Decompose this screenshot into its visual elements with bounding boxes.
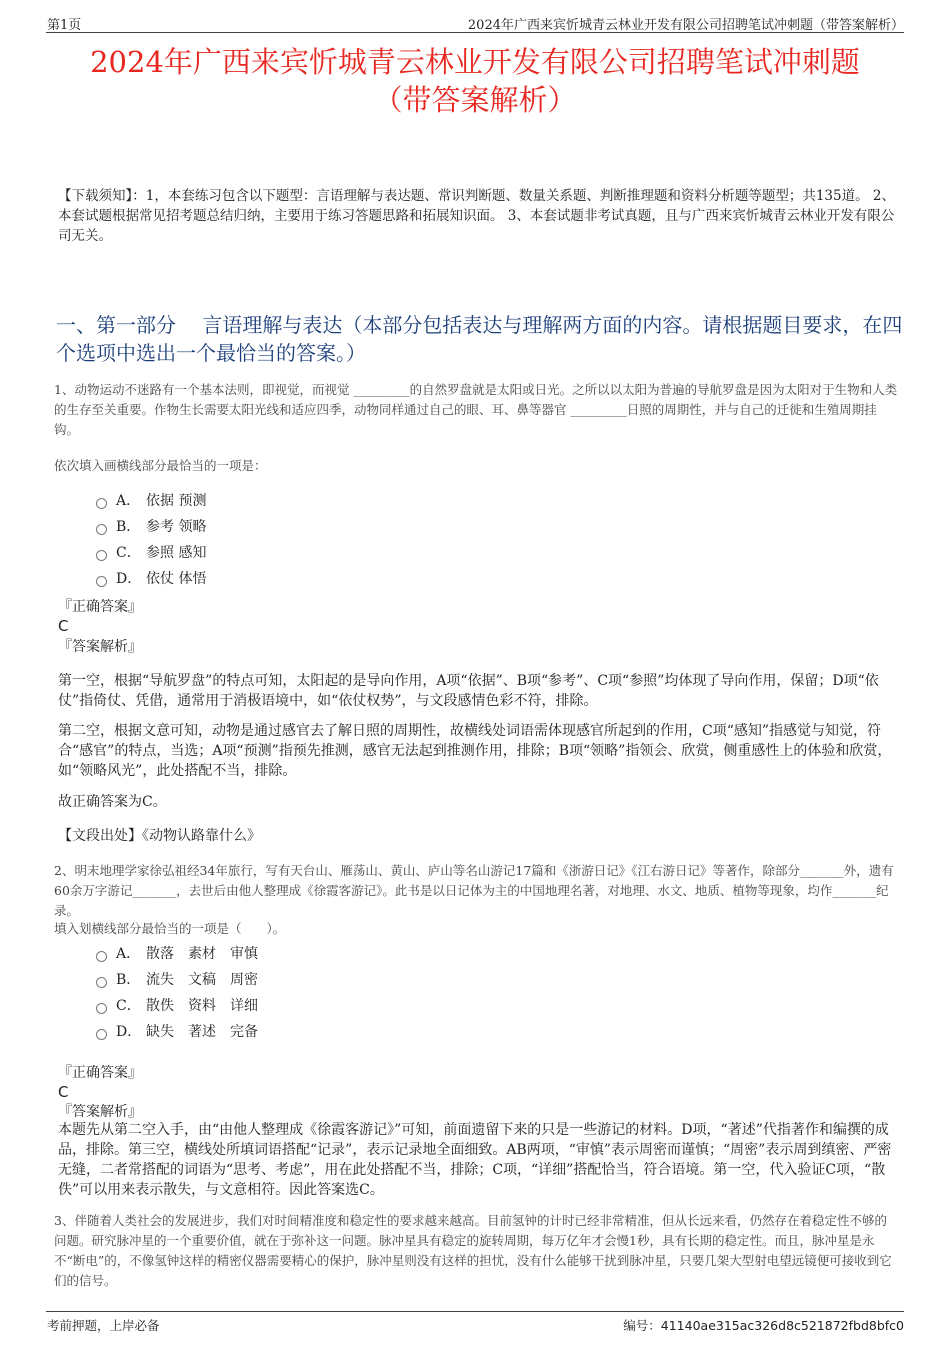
question-2-option-b[interactable]: B． 流失 文稿 周密: [96, 970, 258, 990]
question-2-prompt: 填入划横线部分最恰当的一项是（ ）。: [54, 921, 286, 936]
question-1-stem: 1、动物运动不迷路有一个基本法则，即视觉，而视觉 _________的自然罗盘就是太阳或日光。之所以以太阳为普遍的导航罗盘是因为太阳对于生物和人类的生存至关重要。作物生长需要太阳光线和适应四季，动物同样通过自己的眼、耳、鼻等器官 _________日照的周期性，并与自己的迁徙和生殖周期挂钩。: [54, 382, 898, 437]
question-3-stem: 3、伴随着人类社会的发展进步，我们对时间精准度和稳定性的要求越来越高。目前氢钟的计时已经非常精准，但从长远来看，仍然存在着稳定性不够的问题。研究脉冲星的一个重要价值，就在于弥补这一问题。脉冲星具有稳定的旋转周期，每万亿年才会慢1秒，具有长期的稳定性。而且，脉冲星是永不“断电”的，不像氢钟这样的精密仪器需要精心的保护，脉冲星则没有这样的担忧，没有什么能够干扰到脉冲星，只要几架大型射电望远镜便可接收到它们的信号。: [54, 1213, 892, 1288]
radio-icon[interactable]: [96, 951, 107, 962]
radio-icon[interactable]: [96, 576, 107, 587]
analysis-conclusion: 故正确答案为C。: [58, 794, 167, 810]
download-notice: 【下载须知】：1，本套练习包含以下题型：言语理解与表达题、常识判断题、数量关系题、判断推理题和资料分析题等题型；共135道。 2、本套试题根据常见招考题总结归纳，主要用于练习答题思路和拓展知识面。 3、本套试题非考试真题，且与广西来宾忻城青云林业开发有限公司无关。: [58, 188, 895, 244]
page-number: 第1页: [47, 18, 82, 33]
radio-icon[interactable]: [96, 524, 107, 535]
radio-icon[interactable]: [96, 1003, 107, 1014]
source-citation: 【文段出处】《动物认路靠什么》: [58, 828, 261, 844]
page-title: 2024年广西来宾忻城青云林业开发有限公司招聘笔试冲刺题: [90, 45, 860, 79]
footer-slogan: 考前押题，上岸必备: [47, 1318, 160, 1333]
question-1-option-a[interactable]: A． 依据 预测: [96, 491, 206, 511]
question-2-option-d[interactable]: D． 缺失 著述 完备: [96, 1022, 258, 1042]
analysis-paragraph: 第二空，根据文意可知，动物是通过感官去了解日照的周期性，故横线处词语需体现感官所起到的作用，C项“感知”指感觉与知觉，符合“感官”的特点，当选；A项“预测”指预先推测，感官无法起到推测作用，排除；B项“领略”指领会、欣赏，侧重感性上的体验和欣赏，如“领略风光”，此处搭配不当，排除。: [58, 723, 892, 779]
analysis-paragraph: 本题先从第二空入手，由“由他人整理成《徐霞客游记》”可知，前面遗留下来的只是一些游记的材料。D项，“著述”代指著作和编撰的成品，排除。第三空，横线处所填词语搭配“记录”，表示记录地全面细致。AB两项，“审慎”表示周密而谨慎；“周密”表示周到缜密、严密无缝，二者常搭配的词语为“思考、考虑”，用在此处搭配不当，排除；C项，“详细”搭配恰当，符合语境。第一空，代入验证C项，“散佚”可以用来表示散失，与文意相符。因此答案选C。: [58, 1122, 892, 1198]
radio-icon[interactable]: [96, 977, 107, 988]
section-heading: 一、第一部分 言语理解与表达（本部分包括表达与理解两方面的内容。请根据题目要求，在四个选项中选出一个最恰当的答案。）: [56, 313, 903, 365]
answer-label: 『正确答案』: [58, 1065, 142, 1081]
analysis-label: 『答案解析』: [58, 1104, 142, 1120]
radio-icon[interactable]: [96, 498, 107, 509]
answer-label: 『正确答案』: [58, 599, 142, 615]
question-1-option-c[interactable]: C． 参照 感知: [96, 543, 206, 563]
question-2-option-a[interactable]: A． 散落 素材 审慎: [96, 944, 258, 964]
header-divider: [46, 32, 904, 33]
document-code: 编号：41140ae315ac326d8c521872fbd8bfc0: [623, 1318, 904, 1333]
footer-divider: [46, 1311, 904, 1312]
question-2-option-c[interactable]: C． 散佚 资料 详细: [96, 996, 258, 1016]
running-title: 2024年广西来宾忻城青云林业开发有限公司招聘笔试冲刺题（带答案解析）: [467, 18, 904, 33]
correct-answer: C: [58, 1083, 69, 1101]
question-1-option-d[interactable]: D． 依仗 体悟: [96, 569, 206, 589]
radio-icon[interactable]: [96, 550, 107, 561]
analysis-label: 『答案解析』: [58, 639, 142, 655]
question-2-stem: 2、明末地理学家徐弘祖经34年旅行，写有天台山、雁荡山、黄山、庐山等名山游记17篇和《浙游日记》《江右游日记》等著作，除部分_______外，遗有60余万字游记_______，去世后由他人整理成《徐霞客游记》。此书是以日记体为主的中国地理名著，对地理、水文、地质、植物等现象，均作_______纪录。: [54, 863, 894, 918]
correct-answer: C: [58, 617, 69, 635]
radio-icon[interactable]: [96, 1029, 107, 1040]
analysis-paragraph: 第一空，根据“导航罗盘”的特点可知，太阳起的是导向作用，A项“依据”、B项“参考”、C项“参照”均体现了导向作用，保留；D项“依仗”指倚仗、凭借，通常用于消极语境中，如“依仗权势”，与文段感情色彩不符，排除。: [58, 673, 879, 709]
question-1-prompt: 依次填入画横线部分最恰当的一项是：: [54, 458, 267, 473]
page-subtitle: （带答案解析）: [373, 83, 577, 117]
question-1-option-b[interactable]: B． 参考 领略: [96, 517, 206, 537]
